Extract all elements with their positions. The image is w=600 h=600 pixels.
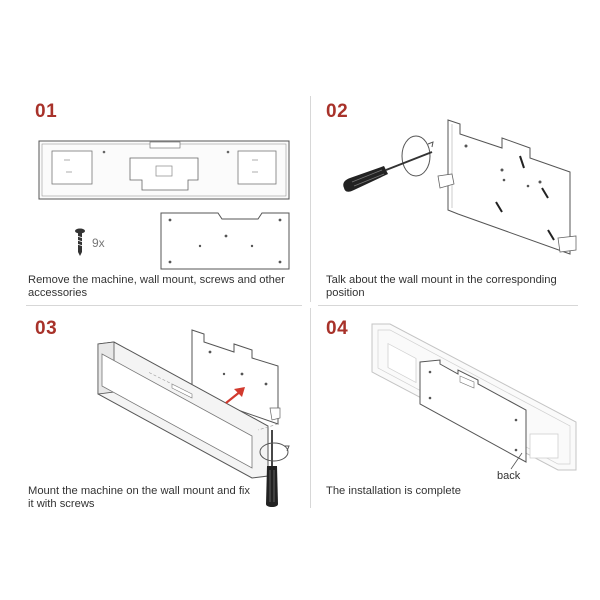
wall-mount-perspective-illustration [430, 118, 582, 258]
step-caption-04: The installation is complete [326, 485, 461, 497]
step-number-01: 01 [35, 101, 58, 122]
screwdriver-icon [340, 132, 440, 198]
back-pointer-line [510, 452, 524, 470]
horizontal-divider-right [318, 305, 578, 306]
step-caption-02: Talk about the wall mount in the corresponding position [326, 274, 557, 299]
step-number-04: 04 [326, 318, 349, 339]
installed-machine-illustration [370, 322, 578, 472]
mount-direction-arrow [222, 386, 248, 406]
wall-mount-plate-illustration [160, 212, 290, 270]
vertical-divider-bottom [310, 308, 311, 508]
back-label: back [497, 470, 521, 482]
screw-count-label: 9x [92, 236, 105, 250]
step-number-02: 02 [326, 101, 349, 122]
vertical-divider-top [310, 96, 311, 302]
screwdriver-vertical-icon [258, 428, 294, 510]
screw-icon [74, 228, 86, 256]
machine-back-illustration [38, 140, 290, 202]
step-caption-03: Mount the machine on the wall mount and fix it with screws [28, 485, 251, 510]
step-number-03: 03 [35, 318, 58, 339]
horizontal-divider-left [26, 305, 302, 306]
step-caption-01: Remove the machine, wall mount, screws and other accessories [28, 274, 285, 299]
